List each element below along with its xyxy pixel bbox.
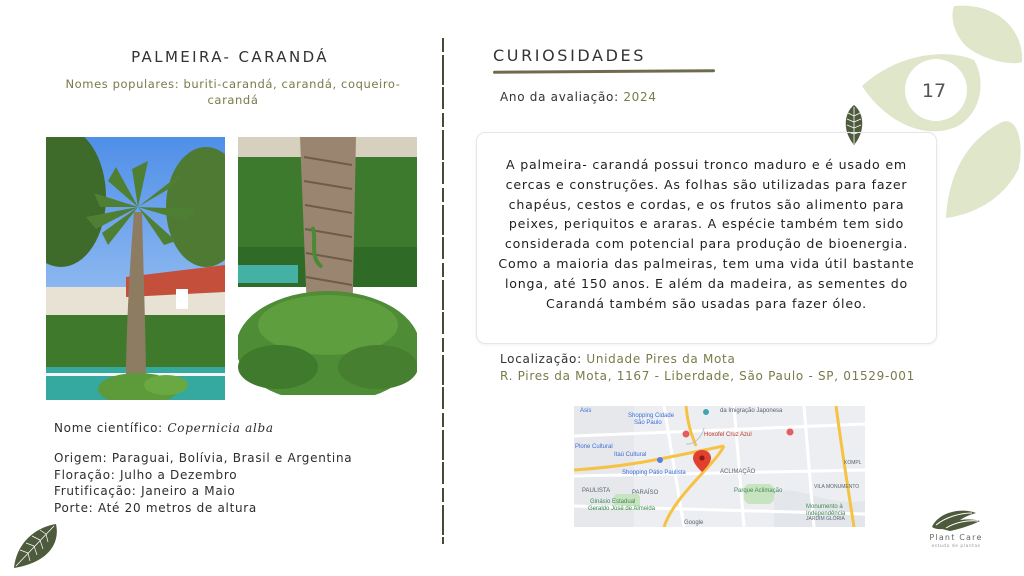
scientific-name-label: Nome científico:: [54, 421, 163, 435]
curiosities-card: [476, 132, 937, 344]
map-poi-icon: [657, 457, 663, 463]
location-address: R. Pires da Mota, 1167 - Liberdade, São Paulo - SP, 01529-001: [500, 369, 915, 383]
map-label-asis: Asis: [580, 408, 592, 414]
evaluation-year-value: 2024: [623, 90, 657, 104]
leaf-decoration-bottom-left: [10, 522, 60, 570]
location-map[interactable]: [574, 406, 865, 527]
map-label-sao-paulo: São Paulo: [634, 420, 662, 426]
map-label-jardim-gloria: JARDIM GLÓRIA: [806, 516, 845, 522]
palm-photo-trunk: [238, 137, 417, 400]
map-label-monumento: Monumento à: [806, 504, 843, 510]
origin-value: Paraguai, Bolívia, Brasil e Argentina: [111, 451, 353, 466]
size-label: Porte:: [54, 500, 94, 515]
map-label-aclimacao: ACLIMAÇÃO: [720, 469, 756, 475]
map-poi-icon: [703, 409, 709, 415]
size-value: Até 20 metros de altura: [97, 500, 257, 515]
fruiting-value: Janeiro a Maio: [141, 484, 236, 499]
location-label: Localização:: [500, 352, 582, 366]
map-label-plone: Plone Cultural: [575, 444, 613, 450]
species-title: PALMEIRA- CARANDÁ: [131, 48, 329, 66]
origin-row: [54, 450, 352, 466]
map-label-shopping-cidade: Shopping Cidade: [628, 413, 675, 419]
map-label-ginasio: Ginásio Estadual: [590, 499, 636, 505]
map-label-imigracao: da Imigração Japonesa: [720, 408, 783, 414]
title-underline: [493, 69, 715, 74]
brand-tagline: estudo de plantas: [931, 544, 981, 549]
curiosities-title: CURIOSIDADES: [493, 46, 646, 65]
popular-names: [44, 76, 422, 108]
origin-label: Origem:: [54, 451, 108, 466]
location-row: [500, 351, 915, 368]
flowering-row: [54, 467, 352, 483]
location-place: Unidade Pires da Mota: [586, 352, 736, 366]
map-label-shopping-patio: Shopping Pátio Paulista: [622, 470, 686, 476]
map-label-kompl: KOMPL: [844, 460, 862, 466]
map-label-vila-monumento: VILA MONUMENTO: [814, 484, 860, 490]
column-divider: [441, 38, 445, 544]
map-label-paraiso: PARAÍSO: [632, 490, 659, 496]
location-block: [500, 351, 915, 385]
scientific-name-row: [54, 420, 352, 436]
fruiting-label: Frutificação:: [54, 484, 137, 499]
scientific-name-value: Copernicia alba: [167, 421, 274, 435]
evaluation-year-label: Ano da avaliação:: [500, 90, 619, 104]
map-poi-icon: [787, 429, 794, 436]
map-label-geraldo: Geraldo José de Almeida: [588, 506, 656, 512]
flowering-label: Floração:: [54, 467, 116, 482]
popular-names-value: buriti-carandá, carandá, coqueiro-carandá: [183, 77, 401, 107]
palm-photo-full: [46, 137, 225, 400]
map-label-itau: Itaú Cultural: [614, 452, 647, 458]
species-facts: [54, 420, 352, 516]
evaluation-year: [500, 90, 657, 104]
popular-names-label: Nomes populares:: [65, 77, 180, 91]
curiosities-text: A palmeira- carandá possui tronco maduro e é usado em cercas e construções. As folhas são utilizadas para fazer chapéus, cestos e cordas, e os frutos são alimento para peixes, periquitos e araras. A espécie também tem sido considerada com potencial para produção de bioenergia. Como a maioria das palmeiras, tem uma vida útil bastante longa, até 150 anos. E além da madeira, as sementes do Carandá também são usadas para fazer óleo.: [498, 157, 915, 311]
map-label-paulista: PAULISTA: [582, 488, 611, 494]
map-poi-icon: [683, 431, 690, 438]
brand-name: Plant Care: [929, 533, 983, 542]
map-label-hoxofel: Hoxofel Cruz Azul: [704, 432, 752, 438]
flowering-value: Julho a Dezembro: [120, 467, 238, 482]
map-google-logo: Google: [684, 520, 704, 526]
page-number: 17: [921, 80, 947, 102]
map-label-parque: Parque Aclimação: [734, 488, 783, 494]
size-row: [54, 500, 352, 516]
fruiting-row: [54, 483, 352, 499]
map-label-independencia: Independência: [806, 511, 846, 517]
